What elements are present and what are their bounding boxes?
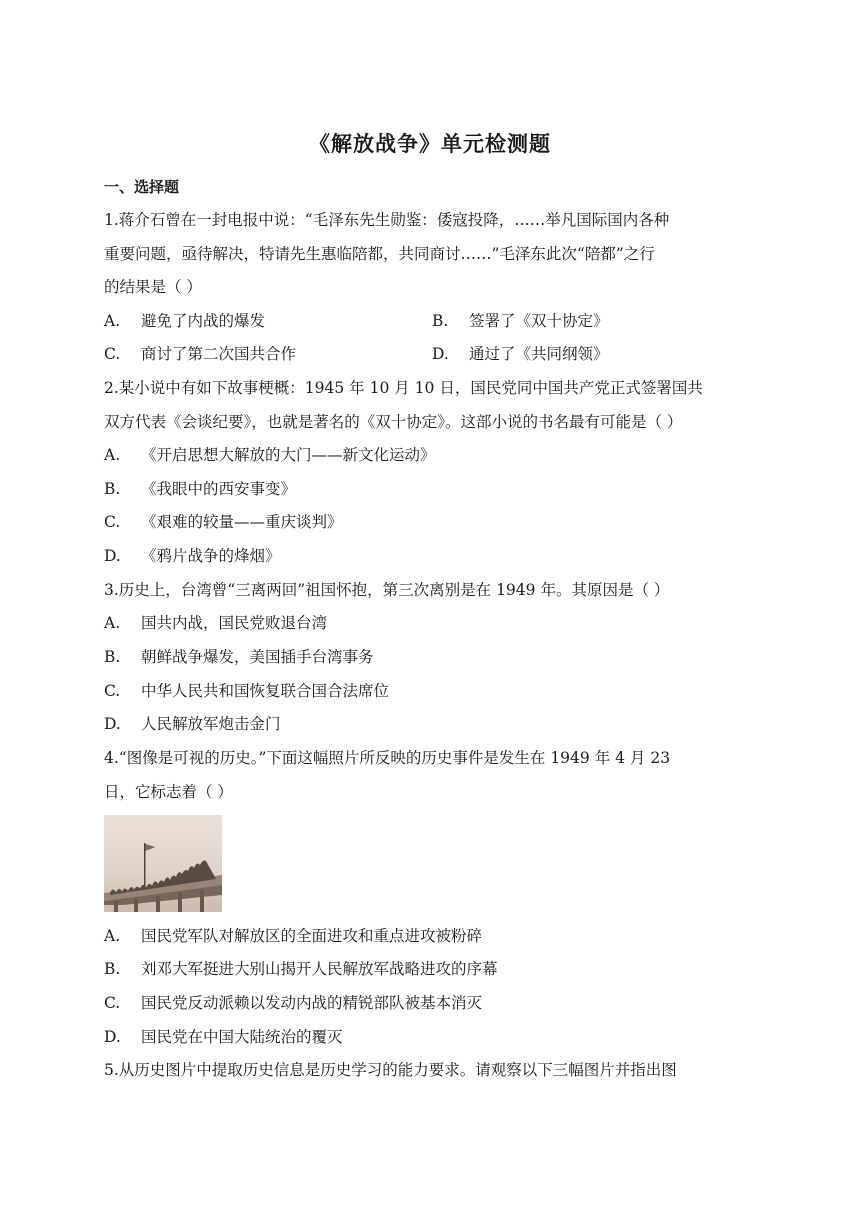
option-label: A. — [104, 312, 121, 330]
q1-option-d — [432, 343, 609, 365]
q4-option-c — [104, 992, 482, 1014]
q2-option-d — [104, 545, 281, 567]
option-text: 国共内战，国民党败退台湾 — [141, 614, 328, 632]
option-label: C. — [104, 994, 121, 1012]
option-text: 《我眼中的西安事变》 — [141, 480, 297, 498]
option-text: 刘邓大军挺进大别山揭开人民解放军战略进攻的序幕 — [141, 960, 498, 978]
q3-line-1: 3.历史上，台湾曾“三离两回”祖国怀抱，第三次离别是在 1949 年。其原因是（ ） — [104, 581, 670, 599]
q4-line-2: 日，它标志着（ ） — [104, 783, 233, 801]
option-label: A. — [104, 446, 121, 464]
option-text: 国民党军队对解放区的全面进攻和重点进攻被粉碎 — [141, 927, 483, 945]
option-text: 《鸦片战争的烽烟》 — [141, 547, 281, 565]
section-heading: 一、选择题 — [104, 178, 180, 196]
option-text: 通过了《共同纲领》 — [469, 345, 609, 363]
q4-option-a — [104, 925, 482, 947]
option-label: D. — [104, 1028, 121, 1046]
q4-option-b — [104, 958, 498, 980]
option-text: 中华人民共和国恢复联合国合法席位 — [141, 682, 390, 700]
option-label: B. — [104, 960, 121, 978]
q2-line-2: 双方代表《会谈纪要》，也就是著名的《双十协定》。这部小说的书名最有可能是（ ） — [104, 413, 683, 431]
option-text: 签署了《双十协定》 — [469, 312, 609, 330]
option-label: D. — [104, 547, 121, 565]
option-text: 国民党反动派赖以发动内战的精锐部队被基本消灭 — [141, 994, 483, 1012]
option-text: 避免了内战的爆发 — [141, 312, 266, 330]
option-label: A. — [104, 614, 121, 632]
option-label: D. — [104, 715, 121, 733]
option-text: 人民解放军炮击金门 — [141, 715, 281, 733]
option-text: 《艰难的较量——重庆谈判》 — [141, 513, 343, 531]
q2-line-1: 2.某小说中有如下故事梗概：1945 年 10 月 10 日，国民党同中国共产党正式签署国共 — [104, 379, 703, 397]
q3-option-b — [104, 646, 374, 668]
q1-line-2: 重要问题，亟待解决，特请先生惠临陪都，共同商讨……”毛泽东此次“陪都”之行 — [104, 245, 655, 263]
option-text: 《开启思想大解放的大门——新文化运动》 — [141, 446, 436, 464]
q3-option-c — [104, 680, 389, 702]
page-title: 《解放战争》单元检测题 — [309, 132, 551, 156]
option-text: 国民党在中国大陆统治的覆灭 — [141, 1028, 343, 1046]
option-label: B. — [432, 312, 449, 330]
q3-option-d — [104, 713, 281, 735]
q2-option-b — [104, 478, 296, 500]
q2-option-c — [104, 511, 343, 533]
q1-line-1: 1.蒋介石曾在一封电报中说：“毛泽东先生勋鉴：倭寇投降，……举凡国际国内各种 — [104, 211, 670, 229]
q1-option-b — [432, 310, 609, 332]
historical-photo — [104, 815, 222, 912]
q1-option-c — [104, 343, 296, 365]
option-label: B. — [104, 648, 121, 666]
option-text: 朝鲜战争爆发，美国插手台湾事务 — [141, 648, 374, 666]
q1-option-a — [104, 310, 265, 332]
option-label: D. — [432, 345, 449, 363]
option-label: C. — [104, 513, 121, 531]
option-label: B. — [104, 480, 121, 498]
q5-line-1: 5.从历史图片中提取历史信息是历史学习的能力要求。请观察以下三幅图片并指出图 — [104, 1061, 677, 1079]
option-label: C. — [104, 682, 121, 700]
q4-option-d — [104, 1026, 343, 1048]
q4-line-1: 4.“图像是可视的历史。”下面这幅照片所反映的历史事件是发生在 1949 年 4 月 23 — [104, 749, 671, 767]
q1-line-3: 的结果是（ ） — [104, 278, 202, 296]
q2-option-a — [104, 444, 436, 466]
option-label: A. — [104, 927, 121, 945]
option-text: 商讨了第二次国共合作 — [141, 345, 297, 363]
q3-option-a — [104, 612, 327, 634]
option-label: C. — [104, 345, 121, 363]
